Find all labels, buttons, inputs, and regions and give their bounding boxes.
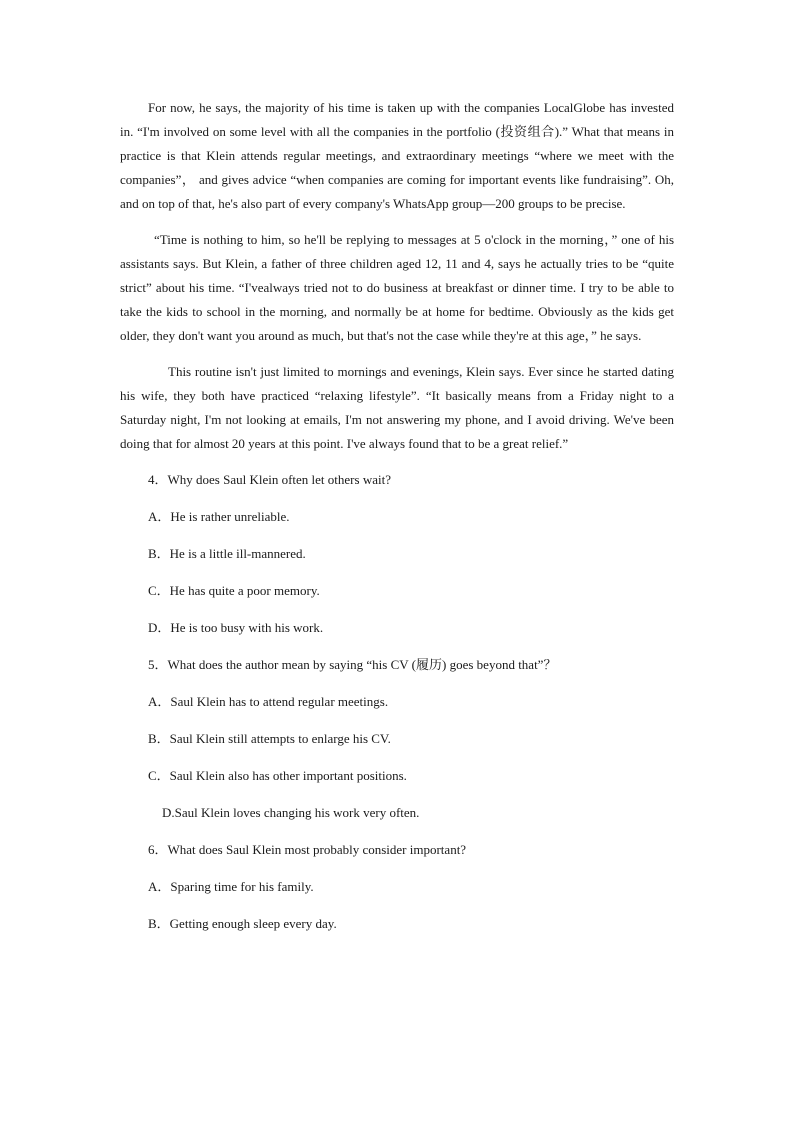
question-stem: 5．What does the author mean by saying “his CV (履历) goes beyond that”？ xyxy=(148,657,557,672)
option-a: A．He is rather unreliable. xyxy=(148,509,290,524)
option-b: B．Getting enough sleep every day. xyxy=(148,916,337,931)
passage-paragraph-2: “Time is nothing to him, so he'll be replying to messages at 5 o'clock in the morning，” one of his assistants says. But Klein, a father of three children aged 12, 11 and 4, says he actually tries to be “quite strict” about his time. “I'vealways tried not to do business at breakfast or dinner time. I try to be able to take the kids to school in the morning, and normally be at home for bedtime. Obviously as the kids get older, they don't want you around as much, but that's not the case while they're at this age，” he says. xyxy=(120,232,674,343)
option-c: C．He has quite a poor memory. xyxy=(148,583,320,598)
option-d: D.Saul Klein loves changing his work very often. xyxy=(162,805,420,820)
option-c: C．Saul Klein also has other important positions. xyxy=(148,768,407,783)
option-b: B．Saul Klein still attempts to enlarge his CV. xyxy=(148,731,391,746)
document-page xyxy=(120,96,674,949)
option-a: A．Sparing time for his family. xyxy=(148,879,314,894)
passage-paragraph-3: This routine isn't just limited to mornings and evenings, Klein says. Ever since he started dating his wife, they both have practiced “relaxing lifestyle”. “It basically means from a Friday night to a Saturday night, I'm not looking at emails, I'm not answering my phone, and I avoid driving. We've been doing that for almost 20 years at this point. I've always found that to be a great relief.” xyxy=(120,364,674,451)
question-stem: 4．Why does Saul Klein often let others wait? xyxy=(148,472,391,487)
question-6 xyxy=(120,838,674,936)
passage-paragraph-1: For now, he says, the majority of his time is taken up with the companies LocalGlobe has invested in. “I'm involved on some level with all the companies in the portfolio (投资组合).” What that means in practice is that Klein attends regular meetings, and extraordinary meetings “where we meet with the companies”， and gives advice “when companies are coming for important events like fundraising”. Oh, and on top of that, he's also part of every company's WhatsApp group—200 groups to be precise. xyxy=(120,100,674,211)
question-4 xyxy=(120,468,674,640)
option-a: A．Saul Klein has to attend regular meetings. xyxy=(148,694,389,709)
question-5 xyxy=(120,653,674,825)
question-stem: 6．What does Saul Klein most probably consider important? xyxy=(148,842,467,857)
option-d: D．He is too busy with his work. xyxy=(148,620,324,635)
option-b: B．He is a little ill-mannered. xyxy=(148,546,306,561)
